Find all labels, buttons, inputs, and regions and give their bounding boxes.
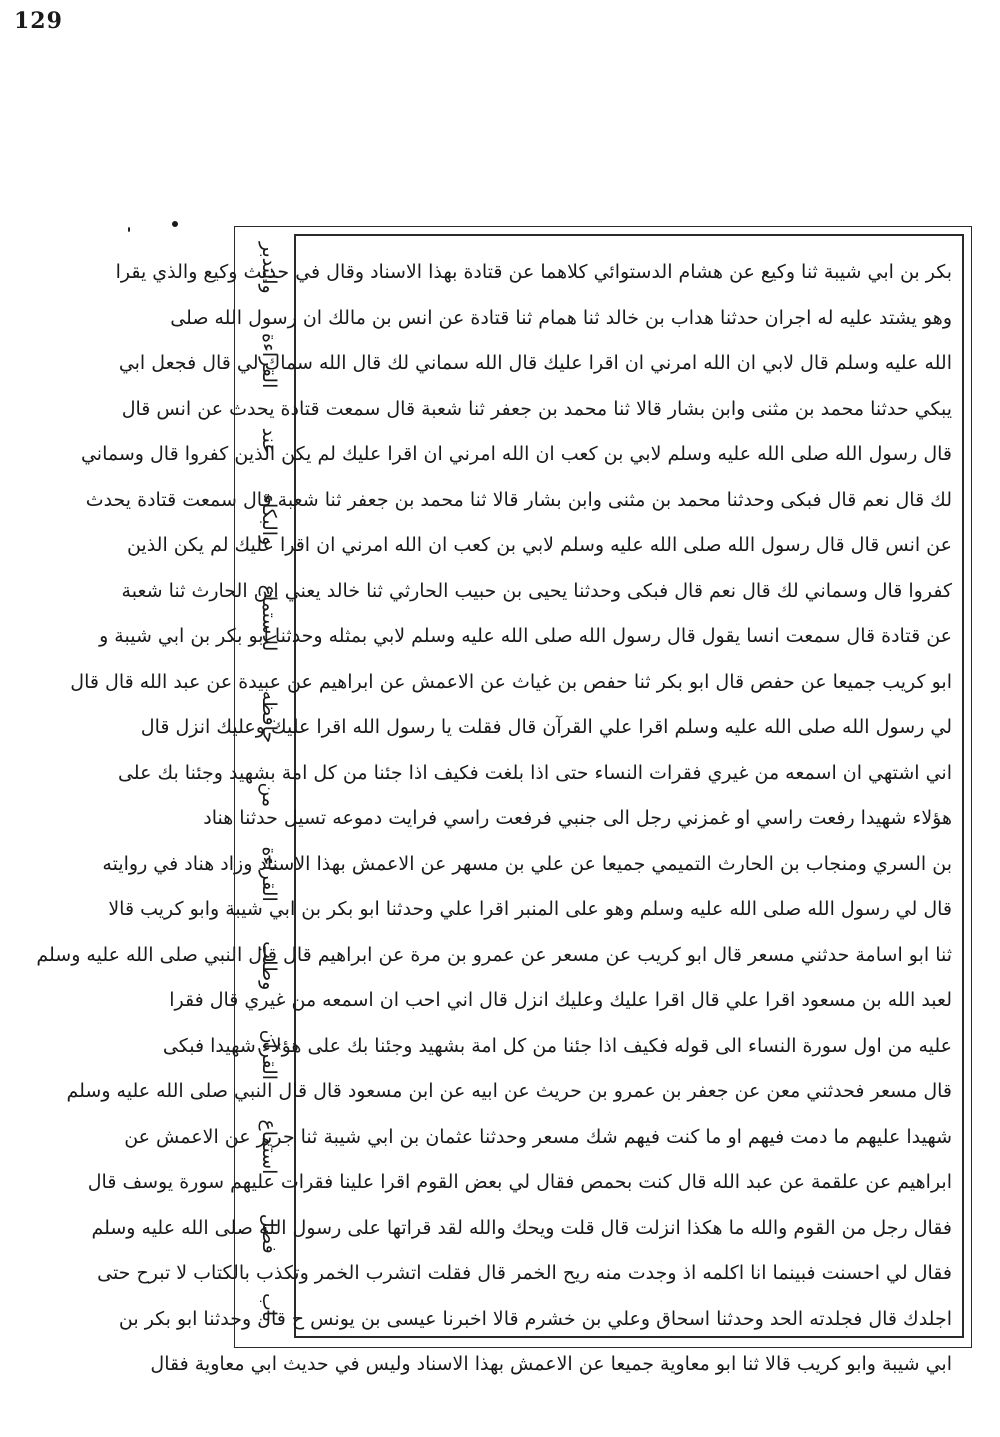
margin-chapter-heading-text: باب فضل استماع القرآن وطلب القراءة من حافظه للاستماع والبكاء عند القراءة والتدبر — [258, 242, 280, 1322]
text-line: قال لي رسول الله صلى الله عليه وسلم وهو على المنبر اقرا علي وحدثنا ابو بكر بن ابي شيبة وابو كريب قالا — [108, 898, 952, 920]
text-line: لعبد الله بن مسعود اقرا علي قال اقرا عليك وعليك انزل قال اني احب ان اسمعه من غيري قال فقرا — [169, 989, 952, 1011]
text-line: اجلدك قال فجلدته الحد وحدثنا اسحاق وعلي بن خشرم قالا اخبرنا عيسى بن يونس ح قال وحدثنا ابو بكر بن — [118, 1307, 952, 1330]
text-line: بن السري ومنجاب بن الحارث التميمي جميعا عن علي بن مسهر عن الاعمش بهذا الاسناد وزاد هناد في روايته — [102, 852, 952, 875]
ink-speck — [172, 221, 178, 227]
text-line: عن انس قال قال رسول الله صلى الله عليه وسلم لابي بن كعب ان الله امرني ان اقرا عليك لم يكن الذين — [126, 534, 952, 556]
text-line: ابي شيبة وابو كريب قالا ثنا ابو معاوية جميعا عن الاعمش بهذا الاسناد وليس في حديث ابي معاوية فقال — [150, 1353, 952, 1375]
text-line: ابو كريب جميعا عن حفص قال ابو بكر ثنا حفص بن غياث عن الاعمش عن ابراهيم عن عبيدة عن عبد الله قال قال — [70, 670, 952, 693]
text-line: ثنا ابو اسامة حدثني مسعر قال ابو كريب عن مسعر عن عمرو بن مرة عن ابراهيم قال قال النبي صلى الله عليه وسلم — [36, 943, 952, 966]
text-line: لي رسول الله صلى الله عليه وسلم اقرا علي القرآن قال فقلت يا رسول الله اقرا عليك وعليك انزل قال — [140, 716, 952, 738]
text-line: قال مسعر فحدثني معن عن جعفر بن عمرو بن حريث عن ابيه عن ابن مسعود قال قال النبي صلى الله عليه وسلم — [66, 1080, 952, 1102]
text-line: عن قتادة قال سمعت انسا يقول قال رسول الله صلى الله عليه وسلم لابي بمثله وحدثنا ابو بكر بن ابي شيبة و — [99, 625, 952, 647]
text-line: بكر بن ابي شيبة ثنا وكيع عن هشام الدستوائي كلاهما عن قتادة بهذا الاسناد وقال في حديث وكيع والذي يقرا — [115, 261, 952, 283]
page-number: 129 — [14, 8, 63, 34]
text-line: قال رسول الله صلى الله عليه وسلم لابي بن كعب ان الله امرني ان اقرا عليك لم يكن الذين كفروا قال وسماني — [80, 443, 952, 465]
text-line: عليه من اول سورة النساء الى قوله فكيف اذا جئنا من كل امة بشهيد وجئنا بك على هؤلاء شهيدا فبكى — [162, 1034, 952, 1057]
text-line: هؤلاء شهيدا رفعت راسي او غمزني رجل الى جنبي فرفعت راسي فرايت دموعه تسيل حدثنا هناد — [203, 807, 952, 829]
text-line: ابراهيم عن علقمة عن عبد الله قال كنت بحمص فقال لي بعض القوم اقرا علينا فقرات عليهم سورة يوسف قال — [87, 1171, 952, 1193]
text-line: فقال لي احسنت فبينما انا اكلمه اذ وجدت منه ريح الخمر قال فقلت اتشرب الخمر وتكذب بالكتاب لا تبرح حتى — [97, 1262, 952, 1284]
text-line: اني اشتهي ان اسمعه من غيري فقرات النساء حتى اذا بلغت فكيف اذا جئنا من كل امة بشهيد وجئنا بك على — [117, 761, 952, 784]
text-line: كفروا قال وسماني لك قال نعم قال فبكى وحدثنا يحيى بن حبيب الحارثي ثنا خالد يعني ابن الحارث ثنا شعبة — [121, 579, 952, 602]
text-line: لك قال نعم قال فبكى وحدثنا محمد بن مثنى وابن بشار قالا ثنا محمد بن جعفر ثنا شعبة قال سمعت قتادة يحدث — [85, 488, 952, 511]
text-line: وهو يشتد عليه له اجران حدثنا هداب بن خالد ثنا همام ثنا قتادة عن انس بن مالك ان رسول الله صلى — [170, 306, 952, 329]
text-line: الله عليه وسلم قال لابي ان الله امرني ان اقرا عليك قال الله سماني لك قال الله سماك لي قال فجعل ابي — [118, 352, 952, 374]
text-line: فقال رجل من القوم والله ما هكذا انزلت قال قلت ويحك والله لقد قراتها على رسول الله صلى الله عليه وسلم — [91, 1216, 952, 1239]
text-line: شهيدا عليهم ما دمت فيهم او ما كنت فيهم شك مسعر وحدثنا عثمان بن ابي شيبة ثنا جرير عن الاعمش عن — [124, 1125, 952, 1148]
text-line: يبكي حدثنا محمد بن مثنى وابن بشار قالا ثنا محمد بن جعفر ثنا شعبة قال سمعت قتادة يحدث عن انس قال — [121, 397, 952, 420]
ink-speck — [128, 227, 130, 232]
